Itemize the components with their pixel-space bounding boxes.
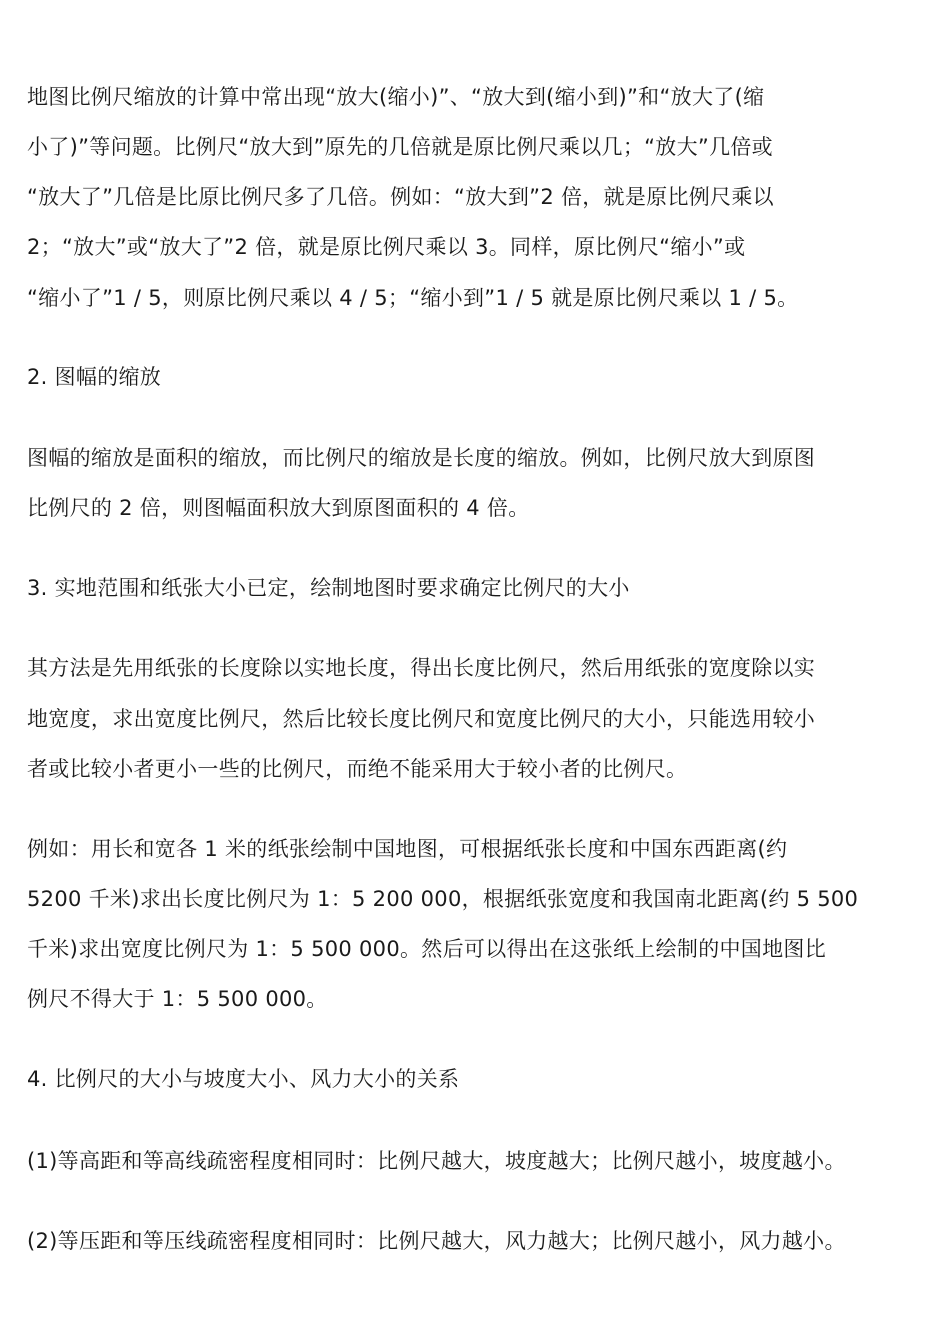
paragraph-2-line-1: 图幅的缩放是面积的缩放，而比例尺的缩放是长度的缩放。例如，比例尺放大到原图: [27, 446, 816, 470]
paragraph-1-line-4: 2；“放大”或“放大了”2 倍，就是原比例尺乘以 3。同样，原比例尺“缩小”或: [27, 235, 746, 259]
paragraph-4-line-2: 5200 千米)求出长度比例尺为 1：5 200 000，根据纸张宽度和我国南北距离(约 5 500: [27, 887, 859, 911]
paragraph-1-line-1: 地图比例尺缩放的计算中常出现“放大(缩小)”、“放大到(缩小到)”和“放大了(缩: [27, 85, 765, 109]
paragraph-1-line-3: “放大了”几倍是比原比例尺多了几倍。例如：“放大到”2 倍，就是原比例尺乘以: [27, 185, 774, 209]
paragraph-4-line-4: 例尺不得大于 1：5 500 000。: [27, 987, 328, 1011]
section-3-heading: 3. 实地范围和纸张大小已定，绘制地图时要求确定比例尺的大小: [27, 576, 630, 600]
paragraph-3-line-3: 者或比较小者更小一些的比例尺，而绝不能采用大于较小者的比例尺。: [27, 757, 688, 781]
paragraph-3-line-1: 其方法是先用纸张的长度除以实地长度，得出长度比例尺，然后用纸张的宽度除以实: [27, 656, 816, 680]
paragraph-1-line-2: 小了)”等问题。比例尺“放大到”原先的几倍就是原比例尺乘以几；“放大”几倍或: [27, 135, 773, 159]
paragraph-4-line-3: 千米)求出宽度比例尺为 1：5 500 000。然后可以得出在这张纸上绘制的中国地图比: [27, 937, 827, 961]
section-4-heading: 4. 比例尺的大小与坡度大小、风力大小的关系: [27, 1067, 460, 1091]
paragraph-3-line-2: 地宽度，求出宽度比例尺，然后比较长度比例尺和宽度比例尺的大小，只能选用较小: [27, 707, 816, 731]
paragraph-1-line-5: “缩小了”1 / 5，则原比例尺乘以 4 / 5；“缩小到”1 / 5 就是原比例尺乘以 1 / 5。: [27, 286, 799, 310]
relation-item-2: (2)等压距和等压线疏密程度相同时：比例尺越大，风力越大；比例尺越小，风力越小。: [27, 1229, 846, 1253]
paragraph-2-line-2: 比例尺的 2 倍，则图幅面积放大到原图面积的 4 倍。: [27, 496, 530, 520]
section-2-heading: 2. 图幅的缩放: [27, 365, 162, 389]
paragraph-4-line-1: 例如：用长和宽各 1 米的纸张绘制中国地图，可根据纸张长度和中国东西距离(约: [27, 837, 788, 861]
relation-item-1: (1)等高距和等高线疏密程度相同时：比例尺越大，坡度越大；比例尺越小，坡度越小。: [27, 1149, 846, 1173]
